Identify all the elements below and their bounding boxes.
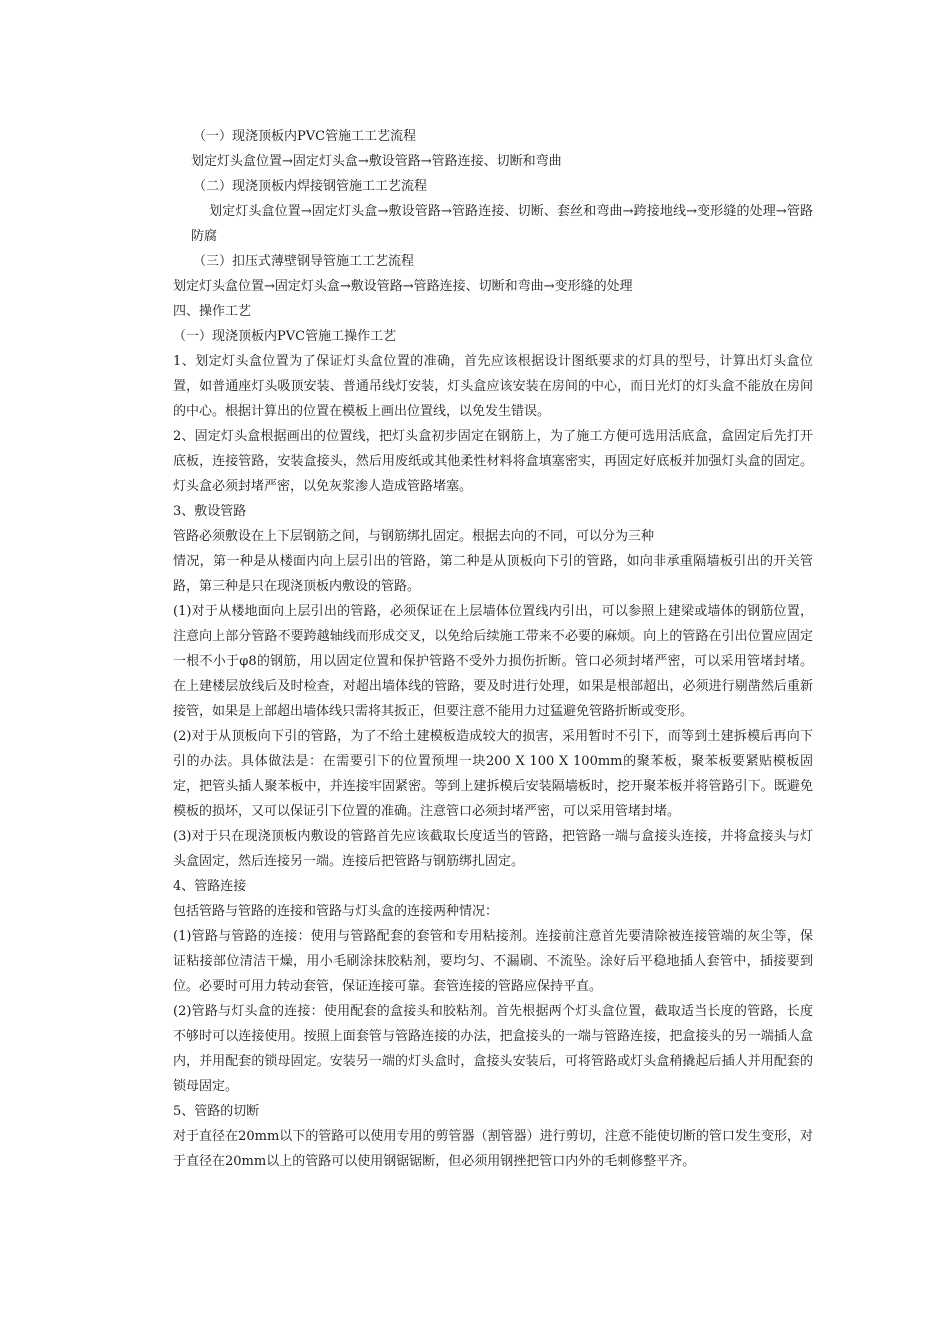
process-flow: 划定灯头盒位置→固定灯头盒→敷设管路→管路连接、切断、套丝和弯曲→跨接地线→变形缝的处理→管路防腐	[191, 204, 813, 244]
section-heading: （一）现浇顶板内PVC管施工操作工艺	[173, 329, 397, 344]
body-paragraph: (1)管路与管路的连接：使用与管路配套的套管和专用粘接剂。连接前注意首先要清除被连接管端的灰尘等，保证粘接部位清洁干燥，用小毛刷涂抹胶粘剂，要均匀、不漏刷、不流坠。涂好后平稳地插人套管中，插接要到位。必要时可用力转动套管，保证连接可靠。套管连接的管路应保持平直。	[173, 929, 813, 994]
body-paragraph: 情况，第一种是从楼面内向上层引出的管路，第二种是从顶板向下引的管路，如向非承重隔墙板引出的开关管路，第三种是只在现浇顶板内敷设的管路。	[173, 554, 813, 594]
body-paragraph: 包括管路与管路的连接和管路与灯头盒的连接两种情况：	[173, 904, 499, 919]
body-paragraph: (2)管路与灯头盒的连接：使用配套的盒接头和胶粘剂。首先根据两个灯头盒位置，截取适当长度的管路，长度不够时可以连接使用。按照上面套管与管路连接的办法，把盒接头的一端与管路连接，把盒接头的另一端插人盒内，并用配套的锁母固定。安装另一端的灯头盒时，盒接头安装后，可将管路或灯头盒稍撬起后插人并用配套的锁母固定。	[173, 1004, 813, 1094]
section-heading: （二）现浇顶板内焊接钢管施工工艺流程	[193, 179, 428, 194]
body-paragraph: (3)对于只在现浇顶板内敷设的管路首先应该截取长度适当的管路，把管路一端与盒接头连接，并将盒接头与灯头盒固定，然后连接另一端。连接后把管路与钢筋绑扎固定。	[173, 829, 813, 869]
subsection-heading: 3、敷设管路	[173, 504, 247, 519]
body-paragraph: 管路必须敷设在上下层钢筋之间，与钢筋绑扎固定。根据去向的不同，可以分为三种	[173, 529, 655, 544]
body-paragraph: (2)对于从顶板向下引的管路，为了不给土建模板造成较大的损害，采用暂时不引下，而等到土建拆模后再向下引的办法。具体做法是：在需要引下的位置预埋一块200 X 100 X 100mm的聚苯板，聚苯板要紧贴模板固定，把管头插人聚苯板中，并连接牢固紧密。等到上建拆模后安装隔墙板时，挖开聚苯板并将管路引下。既避免模板的损坏，又可以保证引下位置的准确。注意管口必须封堵严密，可以采用管堵封堵。	[173, 729, 813, 819]
process-flow: 划定灯头盒位置→固定灯头盒→敷设管路→管路连接、切断和弯曲→变形缝的处理	[173, 279, 633, 294]
section-heading: （三）扣压式薄壁钢导管施工工艺流程	[193, 254, 415, 269]
section-heading: （一）现浇顶板内PVC管施工工艺流程	[193, 129, 417, 144]
subsection-heading: 5、管路的切断	[173, 1104, 260, 1119]
body-paragraph: 2、固定灯头盒根据画出的位置线，把灯头盒初步固定在钢筋上，为了施工方便可选用活底盒，盒固定后先打开底板，连接管路，安装盒接头，然后用废纸或其他柔性材料将盒填塞密实，再固定好底板并加强灯头盒的固定。灯头盒必须封堵严密，以免灰浆渗人造成管路堵塞。	[173, 429, 813, 494]
body-paragraph: 1、划定灯头盒位置为了保证灯头盒位置的准确，首先应该根据设计图纸要求的灯具的型号，计算出灯头盒位置，如普通座灯头吸顶安装、普通吊线灯安装，灯头盒应该安装在房间的中心，而日光灯的灯头盒不能放在房间的中心。根据计算出的位置在模板上画出位置线，以免发生错误。	[173, 354, 813, 419]
body-paragraph: 对于直径在20mm以下的管路可以使用专用的剪管器（割管器）进行剪切，注意不能使切断的管口发生变形，对于直径在20mm以上的管路可以使用钢锯锯断，但必须用钢挫把管口内外的毛刺修整平齐。	[173, 1129, 813, 1169]
process-flow: 划定灯头盒位置→固定灯头盒→敷设管路→管路连接、切断和弯曲	[191, 154, 562, 169]
document-body	[173, 124, 813, 1174]
subsection-heading: 4、管路连接	[173, 879, 247, 894]
body-paragraph: (1)对于从楼地面向上层引出的管路，必须保证在上层墙体位置线内引出，可以参照上建梁或墙体的钢筋位置，注意向上部分管路不要跨越轴线而形成交叉，以免给后续施工带来不必要的麻烦。向上的管路在引出位置应固定一根不小于φ8的钢筋，用以固定位置和保护管路不受外力损伤折断。管口必须封堵严密，可以采用管堵封堵。在上建楼层放线后及时检查，对超出墙体线的管路，要及时进行处理，如果是根部超出，必须进行剔凿然后重新接管，如果是上部超出墙体线只需将其扳正，但要注意不能用力过猛避免管路折断或变形。	[173, 604, 813, 719]
chapter-heading: 四、操作工艺	[173, 304, 252, 319]
